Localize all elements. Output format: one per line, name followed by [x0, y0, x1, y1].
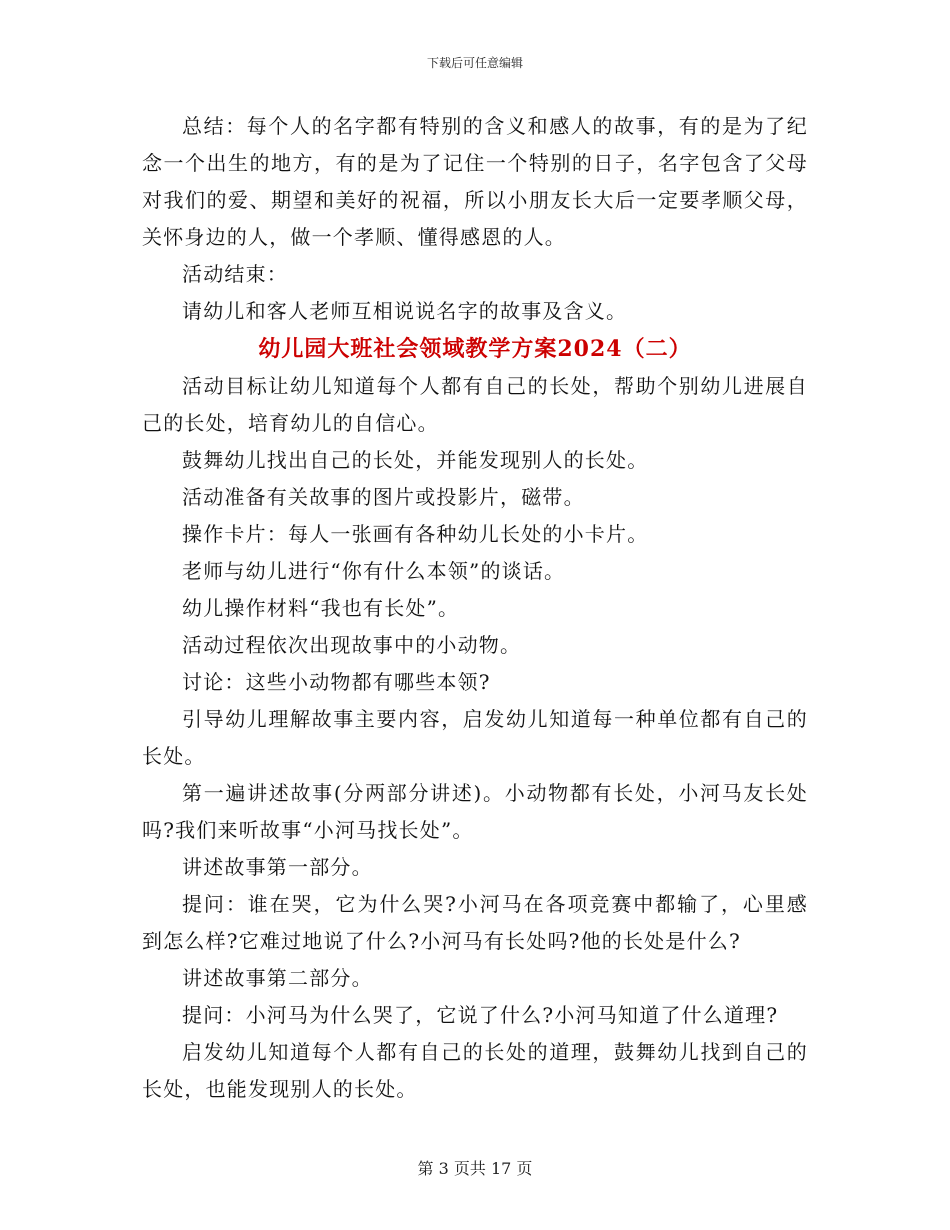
process-paragraph: 活动过程依次出现故事中的小动物。 — [182, 633, 522, 657]
question-one-paragraph: 提问：谁在哭，它为什么哭?小河马在各项竞赛中都输了，心里感到怎么样?它难过地说了什么?小河马有长处吗?他的长处是什么? — [142, 892, 808, 953]
page-footer: 第 3 页共 17 页 — [417, 1159, 533, 1178]
cards-paragraph: 操作卡片：每人一张画有各种幼儿长处的小卡片。 — [182, 522, 649, 546]
activity-end-heading: 活动结束： — [182, 262, 288, 286]
preparation-paragraph: 活动准备有关故事的图片或投影片，磁带。 — [182, 485, 585, 509]
question-two-paragraph: 提问：小河马为什么哭了，它说了什么?小河马知道了什么道理? — [182, 1003, 779, 1027]
summary-paragraph: 总结：每个人的名字都有特别的含义和感人的故事，有的是为了纪念一个出生的地方，有的是为了记住一个特别的日子，名字包含了父母对我们的爱、期望和美好的祝福，所以小朋友长大后一定要孝顺父母，关怀身边的人，做一个孝顺、懂得感恩的人。 — [142, 114, 808, 249]
document-body — [142, 108, 808, 1108]
first-telling-paragraph: 第一遍讲述故事(分两部分讲述)。小动物都有长处，小河马友长处吗?我们来听故事“小河马找长处”。 — [142, 781, 808, 842]
story-part-one-paragraph: 讲述故事第一部分。 — [182, 855, 373, 879]
page-header: 下载后可任意编辑 — [426, 56, 523, 70]
talk-paragraph: 老师与幼儿进行“你有什么本领”的谈话。 — [182, 559, 566, 583]
guide-paragraph: 引导幼儿理解故事主要内容，启发幼儿知道每一种单位都有自己的长处。 — [142, 707, 808, 768]
encourage-paragraph: 鼓舞幼儿找出自己的长处，并能发现别人的长处。 — [182, 448, 649, 472]
section-title: 幼儿园大班社会领域教学方案2024（二） — [258, 336, 692, 362]
story-part-two-paragraph: 讲述故事第二部分。 — [182, 966, 373, 990]
discussion-paragraph: 讨论：这些小动物都有哪些本领? — [182, 670, 491, 694]
activity-end-paragraph: 请幼儿和客人老师互相说说名字的故事及含义。 — [182, 299, 628, 323]
goal-paragraph: 活动目标让幼儿知道每个人都有自己的长处，帮助个别幼儿进展自己的长处，培育幼儿的自信心。 — [142, 374, 808, 435]
conclusion-paragraph: 启发幼儿知道每个人都有自己的长处的道理，鼓舞幼儿找到自己的长处，也能发现别人的长处。 — [142, 1040, 808, 1101]
materials-paragraph: 幼儿操作材料“我也有长处”。 — [182, 596, 460, 620]
